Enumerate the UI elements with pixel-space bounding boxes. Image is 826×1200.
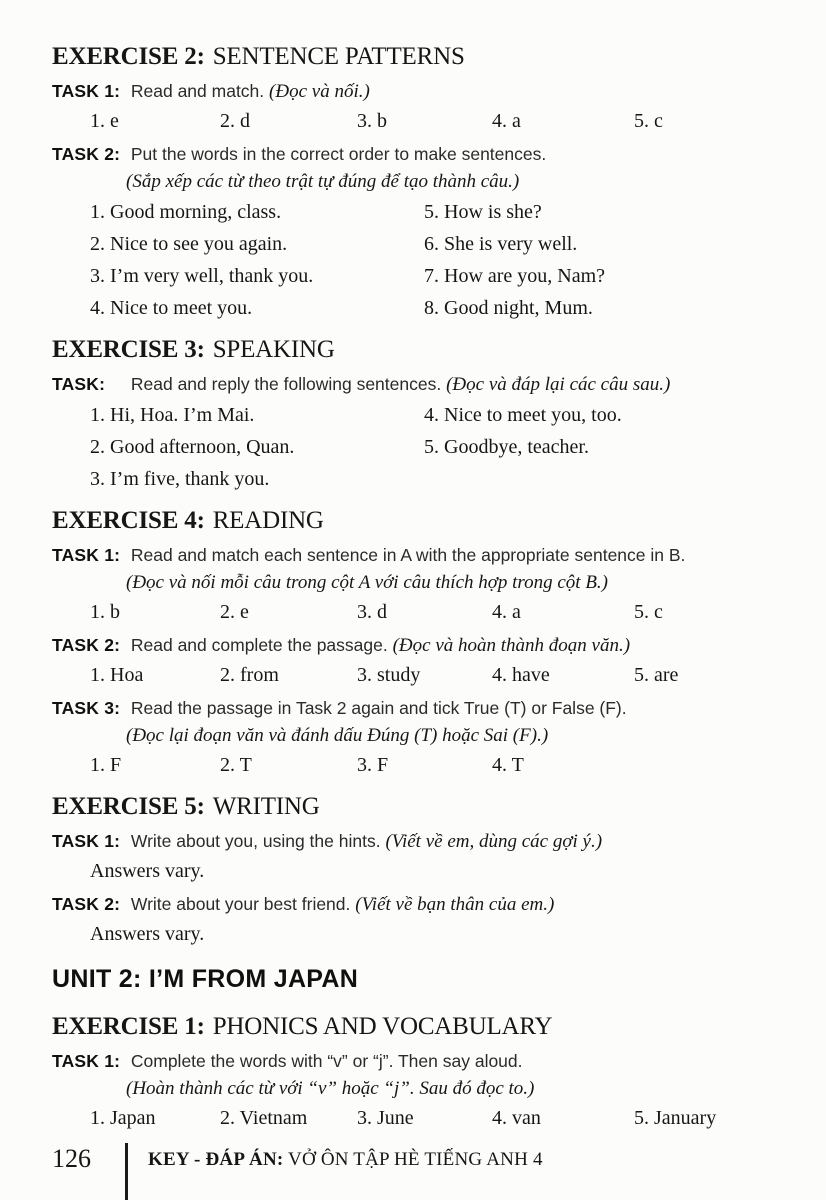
exercise-3-title: SPEAKING [212,336,335,363]
list-item: 4. Nice to meet you. [90,297,253,319]
footer-book-title: VỞ ÔN TẬP HÈ TIẾNG ANH 4 [288,1148,543,1170]
exercise-2-label: EXERCISE 2: [52,43,205,70]
ex3-task-instruction: Read and reply the following sentences. [130,374,442,394]
ex2-task2-line [52,141,792,195]
ex2-task1-translation: (Đọc và nối.) [269,81,370,102]
answer-item: 3. F [357,754,389,776]
ex2-task1-instruction: Read and match. [130,81,265,101]
answer-column-left [90,402,424,493]
ex2-task1-line [52,78,792,105]
answer-item: 3. b [357,110,387,132]
unit2-ex1-task1-answers [90,1105,792,1132]
answer-item: 5. c [634,601,663,623]
ex2-task1-answers [90,108,792,135]
page-footer [52,1141,792,1200]
ex4-task2-line [52,632,792,659]
ex4-task3-label: TASK 3: [52,698,121,718]
ex5-task1-line [52,828,792,855]
answer-item: 1. e [90,110,119,132]
list-item: 1. Hi, Hoa. I’m Mai. [90,404,255,426]
answer-item: 4. T [492,754,524,776]
answer-item: 1. Japan [90,1106,156,1129]
ex5-task1-label: TASK 1: [52,831,121,851]
footer-title [148,1141,543,1178]
footer-divider-rule [125,1143,128,1200]
unit2-ex1-task1-label: TASK 1: [52,1050,121,1071]
ex4-task1-instruction: Read and match each sentence in A with the appropriate sentence in B. [130,545,686,565]
ex5-task1-translation: (Viết về em, dùng các gợi ý.) [385,831,603,852]
list-item: 6. She is very well. [424,233,578,255]
answer-item: 5. January [634,1106,717,1129]
ex4-task3-answers [90,752,792,779]
answer-item: 2. from [220,664,279,686]
answer-item: 4. a [492,601,521,623]
ex5-task2-line [52,891,792,918]
ex4-task2-label: TASK 2: [52,635,121,655]
answer-item: 4. a [492,110,521,132]
exercise-3-heading [52,335,792,365]
unit2-ex1-task1-line [52,1048,792,1102]
ex4-task2-answers [90,662,792,689]
answer-item: 1. b [90,601,120,623]
answer-column-right [424,402,622,493]
unit2-ex1-task1-translation: (Hoàn thành các từ với “v” hoặc “j”. Sau đó đọc to.) [126,1077,535,1099]
list-item: 2. Good afternoon, Quan. [90,436,295,458]
list-item: 1. Good morning, class. [90,201,282,223]
ex3-task-translation: (Đọc và đáp lại các câu sau.) [446,374,671,395]
answer-column-left [90,199,424,322]
ex4-task2-translation: (Đọc và hoàn thành đoạn văn.) [392,635,631,656]
exercise-5-title: WRITING [212,793,320,820]
exercise-4-heading [52,506,792,536]
exercise-2-heading [52,42,792,72]
ex3-task-label: TASK: [52,374,106,394]
answer-item: 2. e [220,601,249,623]
answer-item: 2. T [220,754,252,776]
ex5-task2-translation: (Viết về bạn thân của em.) [355,894,555,915]
answer-item: 5. c [634,110,663,132]
answer-column-right [424,199,605,322]
ex4-task3-instruction: Read the passage in Task 2 again and tick True (T) or False (F). [130,698,627,718]
answer-item: 1. Hoa [90,664,144,686]
ex4-task1-answers [90,599,792,626]
exercise-2-title: SENTENCE PATTERNS [212,43,465,70]
unit2-exercise-1-heading [52,1012,792,1042]
ex4-task1-line [52,542,792,596]
ex3-task-answers [90,402,792,493]
answer-item: 2. d [220,110,250,132]
unit2-exercise-1-title: PHONICS AND VOCABULARY [212,1012,553,1040]
ex5-task1-answer: Answers vary. [90,860,205,882]
ex3-task-line [52,371,792,398]
answer-item: 3. June [357,1106,414,1129]
ex5-task2-answer: Answers vary. [90,923,205,945]
list-item: 8. Good night, Mum. [424,297,593,319]
ex2-task1-label: TASK 1: [52,81,121,101]
exercise-4-title: READING [212,507,324,534]
answer-item: 4. have [492,664,550,686]
ex4-task1-label: TASK 1: [52,545,121,565]
footer-key-label: KEY - ĐÁP ÁN: [148,1148,284,1170]
ex2-task2-label: TASK 2: [52,144,121,164]
answer-item: 2. Vietnam [220,1106,308,1129]
ex2-task2-answers [90,199,792,322]
list-item: 3. I’m very well, thank you. [90,265,314,287]
ex2-task2-instruction: Put the words in the correct order to make sentences. [130,144,547,164]
list-item: 5. How is she? [424,201,542,223]
ex5-task1-instruction: Write about you, using the hints. [130,831,381,851]
answer-item: 4. van [492,1106,541,1129]
unit-2-heading: UNIT 2: I’M FROM JAPAN [52,965,359,993]
ex5-task2-instruction: Write about your best friend. [130,894,351,914]
unit2-ex1-task1-instruction: Complete the words with “v” or “j”. Then say aloud. [130,1050,523,1071]
unit2-exercise-1-label: EXERCISE 1: [52,1012,205,1040]
list-item: 2. Nice to see you again. [90,233,288,255]
page-number: 126 [52,1143,91,1173]
answer-item: 3. study [357,664,421,686]
list-item: 5. Goodbye, teacher. [424,436,589,458]
answer-item: 1. F [90,754,122,776]
ex2-task2-translation: (Sắp xếp các từ theo trật tự đúng để tạo thành câu.) [126,171,520,192]
exercise-4-label: EXERCISE 4: [52,507,205,534]
list-item: 7. How are you, Nam? [424,265,606,287]
ex4-task3-translation: (Đọc lại đoạn văn và đánh dấu Đúng (T) hoặc Sai (F).) [126,725,549,746]
answer-item: 5. are [634,664,679,686]
ex4-task1-translation: (Đọc và nối mỗi câu trong cột A với câu thích hợp trong cột B.) [126,572,609,593]
exercise-5-heading [52,792,792,822]
list-item: 3. I’m five, thank you. [90,468,270,490]
answer-item: 3. d [357,601,387,623]
ex4-task3-line [52,695,792,749]
list-item: 4. Nice to meet you, too. [424,404,622,426]
exercise-3-label: EXERCISE 3: [52,336,205,363]
exercise-5-label: EXERCISE 5: [52,793,205,820]
ex5-task2-label: TASK 2: [52,894,121,914]
ex4-task2-instruction: Read and complete the passage. [130,635,388,655]
